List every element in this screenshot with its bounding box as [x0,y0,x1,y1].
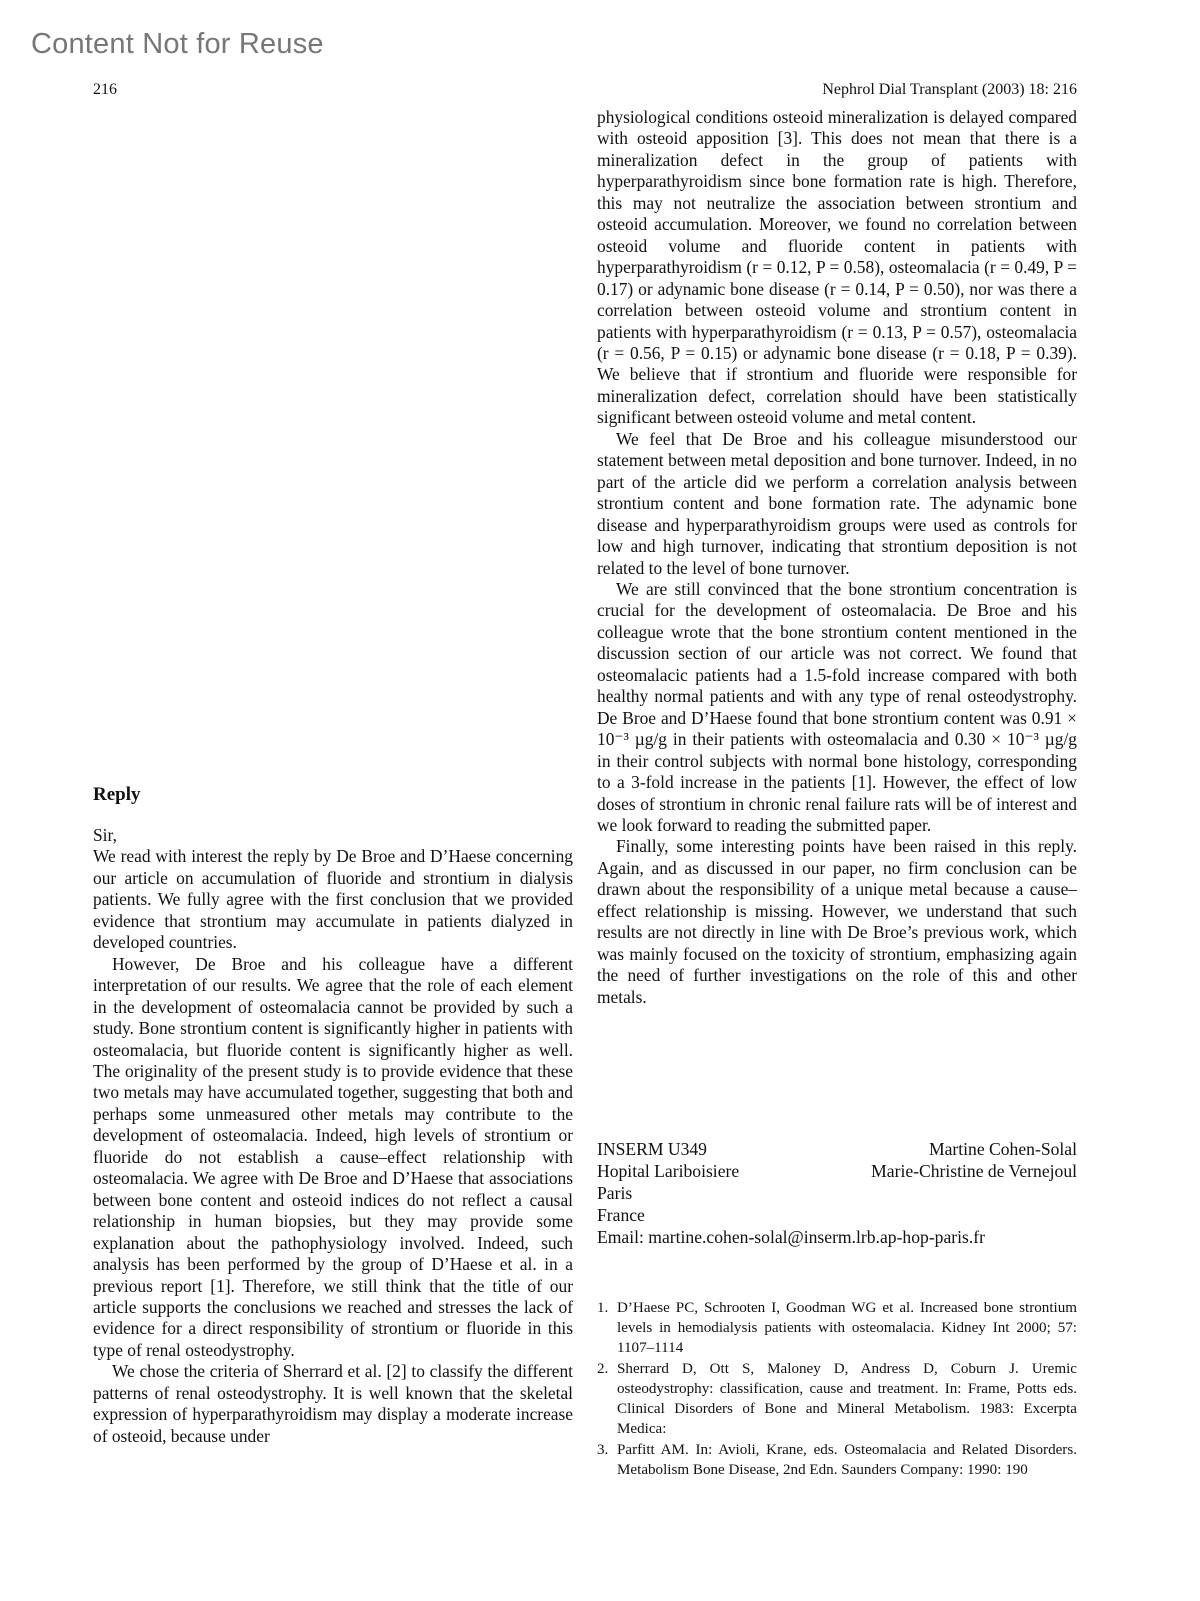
reference-number: 2. [597,1361,609,1377]
country: France [597,1205,645,1225]
paragraph: However, De Broe and his colleague have a different interpretation of our results. We agree that the role of each element in the development of osteomalacia cannot be provided by such a study. Bone strontium content is significantly higher in patients with osteomalacia, but fluoride content is significantly higher as well. The originality of the present study is to provide evidence that these two metals may have accumulated together, suggesting that both and perhaps some unmeasured other metals may contribute to the development of osteomalacia. Indeed, high levels of strontium or fluoride do not establish a cause–effect relationship with osteomalacia. We agree with De Broe and D’Haese that associations between bone content and osteoid indices do not reflect a causal relationship in human biopsies, but they may provide some explanation about the pathophysiology involved. Indeed, such analysis has been performed by the group of D’Haese et al. in a previous report [1]. Therefore, we still think that the title of our article supports the conclusions we reached and stresses the lack of evidence for a direct responsibility of strontium or fluoride in this type of renal osteodystrophy. [93,953,573,1360]
institution: INSERM U349 [597,1139,707,1159]
salutation: Sir, [93,825,117,845]
section-heading: Reply [93,784,141,805]
author-name: Marie-Christine de Vernejoul [871,1161,1077,1181]
left-column [93,783,573,1447]
journal-citation: Nephrol Dial Transplant (2003) 18: 216 [822,81,1077,98]
reference-number: 3. [597,1442,609,1458]
page-number: 216 [93,81,117,98]
paragraph: We chose the criteria of Sherrard et al. [2] to classify the different patterns of renal osteodystrophy. It is well known that the skeletal expression of hyperparathyroidism may display a moderate increase of osteoid, because under [93,1361,573,1446]
reference-item [597,1359,1077,1439]
watermark: Content Not for Reuse [31,28,324,60]
author-name: Martine Cohen-Solal [928,1139,1077,1159]
reference-item [597,1440,1077,1480]
email: Email: martine.cohen-solal@inserm.lrb.ap-hop-paris.fr [597,1227,985,1247]
author-affiliation [597,1138,1077,1248]
paragraph: We feel that De Broe and his colleague misunderstood our statement between metal deposition and bone turnover. Indeed, in no part of the article did we perform a correlation analysis between strontium content and bone formation rate. The adynamic bone disease and hyperparathyroidism groups were used as controls for low and high turnover, indicating that strontium deposition is not related to the level of bone turnover. [597,428,1077,578]
paragraph: We read with interest the reply by De Broe and D’Haese concerning our article on accumulation of fluoride and strontium in dialysis patients. We fully agree with the first conclusion that we provided evidence that strontium may accumulate in patients dialyzed in developed countries. [93,846,573,953]
paragraph: We are still convinced that the bone strontium concentration is crucial for the development of osteomalacia. De Broe and his colleague wrote that the bone strontium content mentioned in the discussion section of our article was not correct. We found that osteomalacic patients had a 1.5-fold increase compared with both healthy normal patients and with any type of renal osteodystrophy. De Broe and D’Haese found that bone strontium content was 0.91 × 10⁻³ µg/g in their patients with osteomalacia and 0.30 × 10⁻³ µg/g in their control subjects with normal bone histology, corresponding to a 3-fold increase in the patients [1]. However, the effect of low doses of strontium in chronic renal failure rats will be of interest and we look forward to reading the submitted paper. [597,578,1077,835]
paragraph: Finally, some interesting points have been raised in this reply. Again, and as discussed in our paper, no firm conclusion can be drawn about the responsibility of a unique metal because a cause–effect relationship is missing. However, we understand that such results are not directly in line with De Broe’s previous work, which was mainly focused on the toxicity of strontium, emphasizing again the need of further investigations on the role of this and other metals. [597,836,1077,1007]
city: Paris [597,1183,633,1203]
hospital: Hopital Lariboisiere [597,1161,740,1181]
reference-text: Sherrard D, Ott S, Maloney D, Andress D, Coburn J. Uremic osteodystrophy: classification, cause and treatment. In: Frame, Potts eds. Clinical Disorders of Bone and Mineral Metabolism. 1983: Excerpta Medica: [617,1361,1077,1437]
reference-number: 1. [597,1300,609,1316]
right-column [597,107,1077,1008]
reference-text: Parfitt AM. In: Avioli, Krane, eds. Osteomalacia and Related Disorders. Metabolism Bone Disease, 2nd Edn. Saunders Company: 1990: 190 [617,1442,1077,1478]
reference-list [597,1298,1077,1481]
reference-item [597,1298,1077,1358]
reference-text: D’Haese PC, Schrooten I, Goodman WG et al. Increased bone strontium levels in hemodialysis patients with osteomalacia. Kidney Int 2000; 57: 1107–1114 [617,1300,1077,1356]
running-head [93,81,1077,99]
paragraph: physiological conditions osteoid mineralization is delayed compared with osteoid apposition [3]. This does not mean that there is a mineralization defect in the group of patients with hyperparathyroidism since bone formation rate is high. Therefore, this may not neutralize the association between strontium and osteoid accumulation. Moreover, we found no correlation between osteoid volume and fluoride content in patients with hyperparathyroidism (r = 0.12, P = 0.58), osteomalacia (r = 0.49, P = 0.17) or adynamic bone disease (r = 0.14, P = 0.50), nor was there a correlation between osteoid volume and strontium content in patients with hyperparathyroidism (r = 0.13, P = 0.57), osteomalacia (r = 0.56, P = 0.15) or adynamic bone disease (r = 0.18, P = 0.39). We believe that if strontium and fluoride were responsible for mineralization defect, correlation should have been statistically significant between osteoid volume and metal content. [597,107,1077,428]
